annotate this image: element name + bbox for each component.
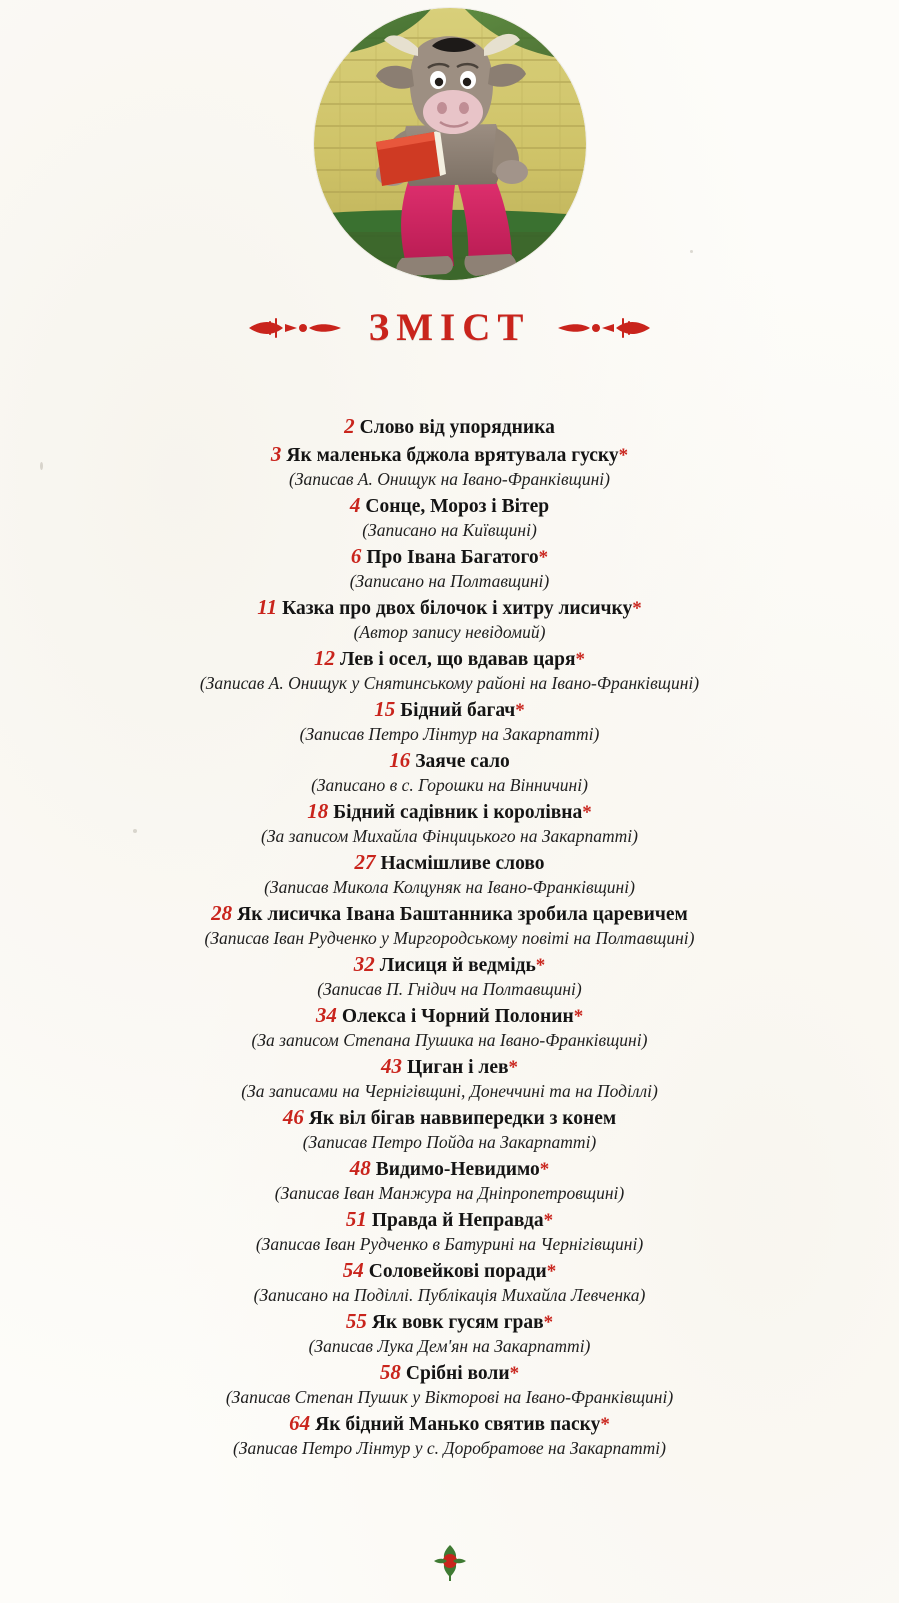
toc-entry-title-line [60, 1360, 839, 1386]
asterisk-marker: * [538, 547, 549, 568]
asterisk-marker: * [535, 955, 546, 976]
asterisk-marker: * [508, 1057, 519, 1078]
toc-entry[interactable] [60, 442, 839, 491]
toc-entry[interactable] [60, 493, 839, 542]
toc-entry-title: Олекса і Чорний Полонин [341, 1006, 574, 1027]
toc-page-number[interactable]: 16 [389, 748, 411, 772]
toc-entry[interactable] [60, 799, 839, 848]
toc-entry-source: (Записав Лука Дем'ян на Закарпатті) [308, 1336, 591, 1356]
toc-entry-title: Соловейкові поради [368, 1261, 547, 1282]
flourish-ornament-right [556, 315, 652, 341]
toc-page-number[interactable]: 15 [374, 697, 396, 721]
toc-page-number[interactable]: 6 [350, 544, 362, 568]
toc-entry[interactable] [60, 1054, 839, 1103]
toc-entry-source: (Записав Микола Колцуняк на Івано-Франківщині) [264, 877, 635, 897]
toc-entry-title-line [60, 952, 839, 978]
toc-entry-title: Насмішливе слово [380, 853, 545, 874]
toc-entry-source: (Записав Петро Лінтур у с. Доробратове на Закарпатті) [233, 1438, 666, 1458]
toc-entry-source: (Записав А. Онищук у Снятинському районі на Івано-Франківщині) [199, 673, 700, 693]
toc-entry[interactable] [60, 1360, 839, 1409]
toc-entry-source: (Записано на Поділлі. Публікація Михайла Левченка) [253, 1285, 646, 1305]
toc-entry-source: (За записами на Чернігівщині, Донеччині та на Поділлі) [241, 1081, 658, 1101]
toc-entry-title: Слово від упорядника [359, 417, 555, 438]
toc-entry-title: Як лисичка Івана Баштанника зробила царевичем [237, 904, 688, 925]
toc-entry-title-line [60, 1411, 839, 1437]
page-title: ЗМІСТ [368, 306, 531, 349]
toc-page-number[interactable]: 34 [315, 1003, 337, 1027]
asterisk-marker: * [543, 1312, 554, 1333]
toc-entry-title-line [60, 1258, 839, 1284]
toc-entry[interactable] [60, 1309, 839, 1358]
asterisk-marker: * [546, 1261, 557, 1282]
toc-page-number[interactable]: 64 [289, 1411, 311, 1435]
asterisk-marker: * [515, 700, 525, 721]
toc-entry-source: (Записав А. Онищук на Івано-Франківщині) [289, 469, 610, 489]
toc-entry-title-line [60, 493, 839, 519]
toc-entry-title: Казка про двох білочок і хитру лисичку [282, 598, 633, 619]
toc-page-number[interactable]: 18 [307, 799, 329, 823]
toc-entry-title-line [60, 442, 839, 468]
toc-entry-title: Срібні воли [405, 1363, 510, 1384]
asterisk-marker: * [582, 802, 592, 823]
toc-entry-source: (За записом Степана Пушика на Івано-Франківщині) [251, 1030, 648, 1050]
toc-entry[interactable] [60, 901, 839, 950]
flourish-ornament-left [247, 315, 343, 341]
toc-entry[interactable] [60, 595, 839, 644]
footer-ornament-container [0, 1539, 899, 1583]
asterisk-marker: * [575, 649, 586, 670]
toc-entry-source: (Записав П. Гнідич на Полтавщині) [317, 979, 582, 999]
toc-entry[interactable] [60, 414, 839, 440]
toc-page-number[interactable]: 11 [257, 595, 278, 619]
asterisk-marker: * [618, 445, 629, 466]
toc-entry-title: Як бідний Манько святив паску [315, 1414, 601, 1435]
toc-entry-title-line [60, 1054, 839, 1080]
asterisk-marker: * [600, 1414, 610, 1435]
toc-entry-title: Лисиця й ведмідь [379, 955, 536, 976]
toc-entry[interactable] [60, 697, 839, 746]
toc-page-number[interactable]: 46 [282, 1105, 304, 1129]
toc-entry-title-line [60, 595, 839, 621]
toc-page-number[interactable]: 54 [342, 1258, 364, 1282]
toc-entry[interactable] [60, 850, 839, 899]
toc-entry-title: Як вовк гусям грав [371, 1312, 544, 1333]
toc-entry-title: Циган і лев [406, 1057, 509, 1078]
asterisk-marker: * [539, 1159, 550, 1180]
toc-entry[interactable] [60, 952, 839, 1001]
toc-entry[interactable] [60, 1156, 839, 1205]
toc-entry-title-line [60, 1156, 839, 1182]
page-title-row [0, 308, 899, 347]
paper-speck [40, 462, 43, 470]
asterisk-marker: * [509, 1363, 520, 1384]
toc-entry[interactable] [60, 748, 839, 797]
toc-page-number[interactable]: 32 [353, 952, 375, 976]
toc-entry[interactable] [60, 1105, 839, 1154]
asterisk-marker: * [632, 598, 642, 619]
toc-entry-title: Бідний садівник і королівна [333, 802, 583, 823]
toc-page-number[interactable]: 51 [345, 1207, 367, 1231]
toc-entry-source: (Автор запису невідомий) [353, 622, 546, 642]
toc-page-number[interactable]: 12 [313, 646, 335, 670]
asterisk-marker: * [543, 1210, 554, 1231]
toc-entry[interactable] [60, 646, 839, 695]
toc-entry[interactable] [60, 1411, 839, 1460]
toc-entry-title-line [60, 697, 839, 723]
toc-entry[interactable] [60, 544, 839, 593]
toc-entry-title-line [60, 1003, 839, 1029]
bull-reading-book-illustration [314, 8, 586, 280]
toc-entry-title: Правда й Неправда [371, 1210, 544, 1231]
toc-entry-title: Видимо-Невидимо [375, 1159, 540, 1180]
toc-entry-source: (Записав Петро Лінтур на Закарпатті) [299, 724, 600, 744]
toc-entry-source: (Записав Іван Рудченко в Батурині на Чернігівщині) [255, 1234, 644, 1254]
asterisk-marker: * [573, 1006, 584, 1027]
table-of-contents [60, 414, 839, 1462]
toc-entry-title-line [60, 901, 839, 927]
toc-entry-source: (За записом Михайла Фінцицького на Закарпатті) [261, 826, 638, 846]
toc-entry-title-line [60, 414, 839, 440]
toc-page-number[interactable]: 58 [379, 1360, 401, 1384]
toc-entry[interactable] [60, 1207, 839, 1256]
toc-entry-source: (Записано в с. Горошки на Вінничині) [311, 775, 588, 795]
toc-page-number[interactable]: 55 [345, 1309, 367, 1333]
toc-entry-source: (Записав Петро Пойда на Закарпатті) [302, 1132, 597, 1152]
toc-page-number[interactable]: 43 [380, 1054, 402, 1078]
toc-entry-title: Про Івана Багатого [366, 547, 539, 568]
toc-page-number[interactable]: 3 [270, 442, 282, 466]
toc-entry-title-line [60, 1207, 839, 1233]
toc-entry-title-line [60, 646, 839, 672]
toc-page-number[interactable]: 2 [344, 414, 355, 438]
toc-entry-title: Сонце, Мороз і Вітер [365, 496, 550, 517]
toc-entry-title-line [60, 544, 839, 570]
toc-entry-source: (Записав Іван Рудченко у Миргородському повіті на Полтавщині) [204, 928, 695, 948]
toc-entry-title-line [60, 748, 839, 774]
toc-entry-title: Бідний багач [400, 700, 516, 721]
toc-page-number[interactable]: 48 [349, 1156, 371, 1180]
toc-entry-title-line [60, 1105, 839, 1131]
toc-entry-title-line [60, 850, 839, 876]
toc-entry-title: Як маленька бджола врятувала гуску [286, 445, 619, 466]
toc-entry-source: (Записав Іван Манжура на Дніпропетровщині) [274, 1183, 625, 1203]
toc-page-number[interactable]: 4 [349, 493, 361, 517]
illustration-container [0, 8, 899, 280]
toc-entry-title: Лев і осел, що вдавав царя [339, 649, 576, 670]
toc-entry-title: Як віл бігав наввипередки з конем [308, 1108, 617, 1129]
toc-entry-title-line [60, 799, 839, 825]
footer-floral-ornament [428, 1539, 472, 1583]
toc-entry[interactable] [60, 1258, 839, 1307]
toc-entry[interactable] [60, 1003, 839, 1052]
toc-entry-title-line [60, 1309, 839, 1335]
toc-page-number[interactable]: 28 [211, 901, 233, 925]
toc-entry-title: Заяче сало [415, 751, 510, 772]
toc-entry-source: (Записано на Київщині) [362, 520, 537, 540]
toc-entry-source: (Записано на Полтавщині) [349, 571, 550, 591]
toc-page-number[interactable]: 27 [354, 850, 376, 874]
toc-entry-source: (Записав Степан Пушик у Вікторові на Івано-Франківщині) [225, 1387, 674, 1407]
